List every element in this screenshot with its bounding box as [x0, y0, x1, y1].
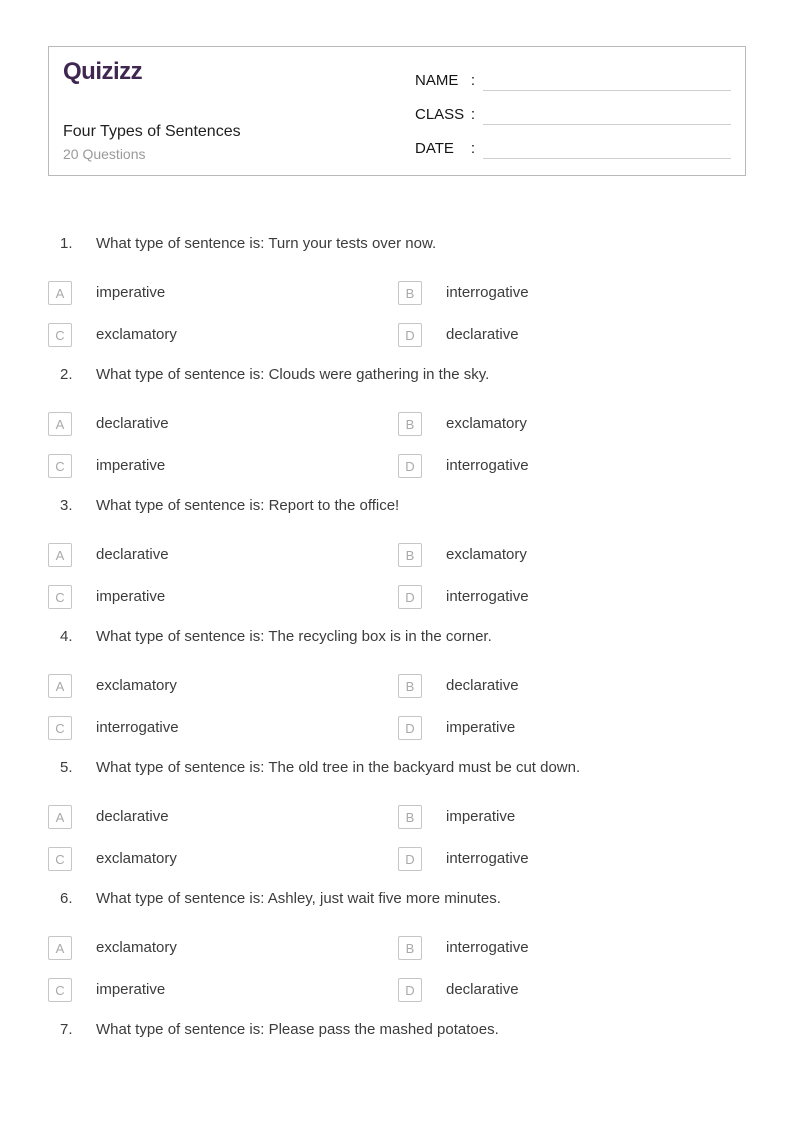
option-text: interrogative [446, 850, 529, 867]
header-left [49, 47, 415, 175]
question-text: What type of sentence is: The old tree in the backyard must be cut down. [96, 759, 581, 776]
option-text: declarative [446, 677, 519, 694]
options-row [48, 323, 746, 347]
question-block [48, 234, 746, 347]
option-letter-box: A [48, 412, 72, 436]
question-text-row [48, 758, 746, 778]
option-text: interrogative [446, 588, 529, 605]
option-letter-box: B [398, 674, 422, 698]
options-row [48, 412, 746, 436]
option-text: imperative [96, 284, 166, 301]
option-text: exclamatory [446, 546, 527, 563]
options-row [48, 543, 746, 567]
question-text-row [48, 365, 746, 385]
answer-option [398, 716, 515, 740]
field-label [415, 105, 475, 125]
option-letter-box: C [48, 585, 72, 609]
option-letter-box: D [398, 716, 422, 740]
option-letter-box: C [48, 323, 72, 347]
answer-option [48, 674, 398, 698]
field-label-text: NAME [415, 72, 459, 89]
question-text-row [48, 627, 746, 647]
answer-option [48, 978, 398, 1002]
option-text: exclamatory [96, 326, 177, 343]
question-block [48, 627, 746, 740]
answer-option [48, 323, 398, 347]
options-row [48, 847, 746, 871]
question-number: 1. [60, 235, 73, 252]
answer-option [398, 454, 529, 478]
option-letter-box: C [48, 454, 72, 478]
question-number: 2. [60, 366, 73, 383]
field-label-text: CLASS [415, 106, 465, 123]
answer-option [48, 412, 398, 436]
option-letter-box: B [398, 936, 422, 960]
question-number: 6. [60, 890, 73, 907]
answer-option [48, 847, 398, 871]
question-count: 20 Questions [63, 146, 146, 162]
option-text: declarative [96, 546, 169, 563]
answer-option [398, 847, 529, 871]
answer-option [48, 936, 398, 960]
answer-option [398, 412, 527, 436]
field-label [415, 71, 475, 91]
option-text: exclamatory [96, 677, 177, 694]
option-text: interrogative [446, 939, 529, 956]
blank-write-in-line [483, 105, 731, 125]
question-text-row [48, 889, 746, 909]
option-text: exclamatory [96, 850, 177, 867]
question-number: 7. [60, 1021, 73, 1038]
option-letter-box: D [398, 585, 422, 609]
option-letter-box: D [398, 454, 422, 478]
question-block [48, 1020, 746, 1040]
student-field-row [415, 137, 731, 159]
questions-list [0, 234, 794, 1067]
field-label [415, 139, 475, 159]
answer-option [48, 543, 398, 567]
answer-option [48, 585, 398, 609]
options-row [48, 936, 746, 960]
option-text: declarative [446, 326, 519, 343]
question-text: What type of sentence is: Please pass the mashed potatoes. [96, 1021, 499, 1038]
student-field-row [415, 103, 731, 125]
field-label-colon: : [470, 140, 475, 157]
question-text: What type of sentence is: Clouds were gathering in the sky. [96, 366, 490, 383]
option-text: imperative [446, 808, 516, 825]
option-text: imperative [96, 588, 166, 605]
question-text-row [48, 234, 746, 254]
option-letter-box: B [398, 412, 422, 436]
options-row [48, 805, 746, 829]
question-text-row [48, 496, 746, 516]
answer-option [398, 585, 529, 609]
option-text: interrogative [446, 284, 529, 301]
option-text: interrogative [446, 457, 529, 474]
options-row [48, 454, 746, 478]
option-text: imperative [96, 981, 166, 998]
option-text: imperative [96, 457, 166, 474]
answer-option [398, 323, 519, 347]
option-letter-box: D [398, 978, 422, 1002]
options-row [48, 978, 746, 1002]
option-letter-box: B [398, 281, 422, 305]
field-label-text: DATE [415, 140, 454, 157]
answer-option [48, 454, 398, 478]
answer-option [398, 805, 515, 829]
option-letter-box: A [48, 936, 72, 960]
answer-option [398, 543, 527, 567]
answer-option [398, 674, 519, 698]
option-letter-box: A [48, 805, 72, 829]
option-text: declarative [96, 808, 169, 825]
question-number: 3. [60, 497, 73, 514]
option-letter-box: A [48, 281, 72, 305]
blank-write-in-line [483, 139, 731, 159]
quizizz-logo: Quizizz [63, 58, 143, 85]
answer-option [48, 281, 398, 305]
option-letter-box: A [48, 543, 72, 567]
question-text: What type of sentence is: Turn your tests over now. [96, 235, 437, 252]
option-text: imperative [446, 719, 516, 736]
option-letter-box: C [48, 716, 72, 740]
option-letter-box: B [398, 543, 422, 567]
title-block [63, 122, 415, 163]
option-letter-box: D [398, 847, 422, 871]
student-fields [415, 47, 745, 175]
answer-option [48, 805, 398, 829]
answer-option [398, 936, 529, 960]
options-row [48, 281, 746, 305]
option-letter-box: C [48, 978, 72, 1002]
option-text: declarative [96, 415, 169, 432]
option-letter-box: C [48, 847, 72, 871]
question-block [48, 758, 746, 871]
question-block [48, 496, 746, 609]
option-text: declarative [446, 981, 519, 998]
worksheet-title: Four Types of Sentences [63, 123, 241, 140]
option-text: exclamatory [96, 939, 177, 956]
option-letter-box: A [48, 674, 72, 698]
options-row [48, 585, 746, 609]
option-text: exclamatory [446, 415, 527, 432]
question-block [48, 889, 746, 1002]
question-number: 5. [60, 759, 73, 776]
option-letter-box: D [398, 323, 422, 347]
student-field-row [415, 69, 731, 91]
question-text: What type of sentence is: Report to the office! [96, 497, 400, 514]
options-row [48, 674, 746, 698]
question-text: What type of sentence is: The recycling box is in the corner. [96, 628, 492, 645]
question-text-row [48, 1020, 746, 1040]
field-label-colon: : [470, 106, 475, 123]
option-text: interrogative [96, 719, 179, 736]
question-text: What type of sentence is: Ashley, just wait five more minutes. [96, 890, 501, 907]
answer-option [48, 716, 398, 740]
options-row [48, 716, 746, 740]
question-block [48, 365, 746, 478]
field-label-colon: : [470, 72, 475, 89]
answer-option [398, 978, 519, 1002]
option-letter-box: B [398, 805, 422, 829]
blank-write-in-line [483, 71, 731, 91]
question-number: 4. [60, 628, 73, 645]
answer-option [398, 281, 529, 305]
worksheet-header [48, 46, 746, 176]
